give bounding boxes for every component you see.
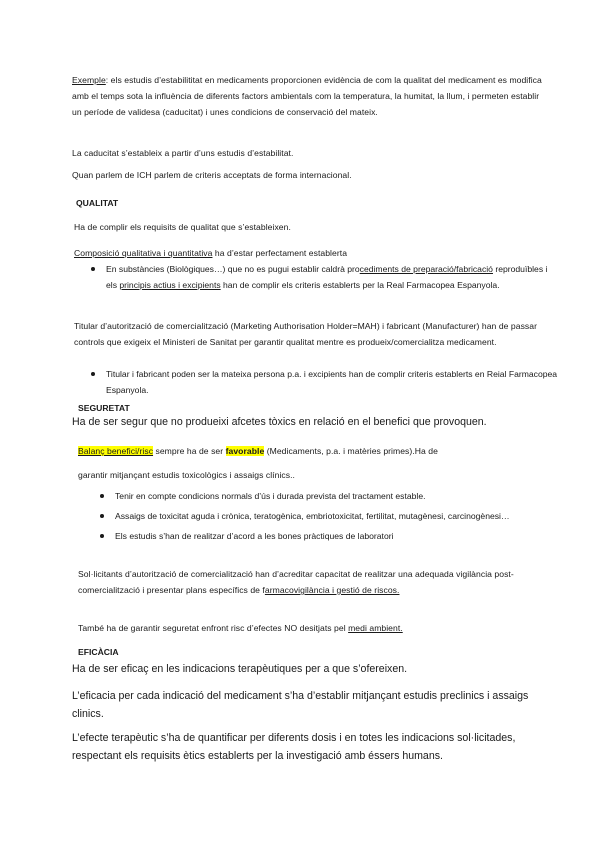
exemple-label: Exemple [72, 75, 106, 85]
list-item: Assaigs de toxicitat aguda i crònica, teratogènica, embriotoxicitat, fertilitat, mutagènesi, carcinogènesi… [115, 508, 559, 524]
eficacia-p3: L’efecte terapèutic s’ha de quantificar per diferents dosis i en totes les indicacions sol·licitades, respectant els requisits ètics establerts per la investigació amb éssers humans. [72, 732, 516, 762]
paragraph-balanc [78, 443, 548, 459]
seguretat-intro: Ha de ser segur que no produeixi afcetes tòxics en relació en el benefici que provoquen. [72, 416, 487, 428]
bullet1-underlined-b: cediments de preparació/fabricació [359, 264, 493, 274]
eficacia-p2: L’eficacia per cada indicació del medicament s’ha d’establir mitjançant estudis preclinics i assaigs clinics. [72, 690, 529, 720]
paragraph-ich: Quan parlem de ICH parlem de criteris acceptats de forma internacional. [72, 170, 352, 180]
heading-qualitat: QUALITAT [76, 198, 119, 208]
list-item [106, 261, 552, 293]
paragraph-titular: Titular d’autorització de comercialització (Marketing Authorisation Holder=MAH) i fabricant (Manufacturer) han de passar controls que exigeix el Ministeri de Sanitat per garantir qualitat mentre es produeix/comercialitza medicament. [74, 321, 538, 347]
tambe-underlined: medi ambient. [348, 623, 403, 633]
bullet1-underlined-d: principis actius i excipients [119, 280, 221, 290]
balanc-rest: (Medicaments, p.a. i matèries primes).Ha de [264, 446, 438, 456]
favorable-highlight: favorable [225, 446, 265, 456]
paragraph-caducitat: La caducitat s’estableix a partir d’uns estudis d’estabilitat. [72, 148, 294, 158]
heading-seguretat: SEGURETAT [78, 403, 130, 413]
heading-eficacia: EFICÀCIA [78, 647, 119, 657]
qualitat-bullet-list-1 [90, 261, 552, 297]
bullet1-text-a: En substàncies (Biològiques…) que no es pugui establir caldrà pro [106, 264, 360, 274]
balanc-highlight: Balanç benefici/risc [78, 446, 154, 456]
qualitat-intro: Ha de complir els requisits de qualitat que s’estableixen. [74, 222, 291, 232]
bullet1-text-c: reproduïbles i els [106, 264, 548, 290]
paragraph-composicio [74, 245, 546, 261]
list-item: Tenir en compte condicions normals d’ús i durada prevista del tractament estable. [115, 488, 559, 504]
paragraph-garantir: garantir mitjançant estudis toxicològics i assaigs clínics.. [78, 470, 295, 480]
paragraph-exemple [72, 72, 544, 120]
seguretat-bullet-list [99, 488, 559, 548]
bullet1-text-e: han de complir els criteris establerts per la Real Farmacopea Espanyola. [220, 280, 500, 290]
balanc-mid: sempre ha de ser [153, 446, 226, 456]
list-item: Els estudis s’han de realitzar d’acord a les bones pràctiques de laboratori [115, 528, 559, 544]
paragraph-tambe [78, 620, 550, 636]
exemple-text: : els estudis d’estabilititat en medicaments proporcionen evidència de com la qualitat del medicament es modifica amb el temps sota la influència de diferents factors ambientals com la temperatura, la humitat, la llum, i permeten establir un període de validesa (caducitat) i unes condicions de conservació del mateix. [72, 75, 542, 117]
composicio-underlined: Composició qualitativa i quantitativa [74, 248, 213, 258]
composicio-text: ha d’estar perfectament establerta [212, 248, 348, 258]
solicitants-text: Sol·licitants d’autorització de comercialització han d’acreditar capacitat de realitzar una adequada vigilància post-comercialització i presentar plans específics de f [78, 569, 514, 595]
qualitat-bullet-list-2 [90, 366, 558, 402]
tambe-text: També ha de garantir seguretat enfront risc d’efectes NO desitjats pel [78, 623, 349, 633]
solicitants-underlined: armacovigilància i gestió de riscos. [264, 585, 400, 595]
eficacia-p1: Ha de ser eficaç en les indicacions terapèutiques per a que s’ofereixen. [72, 663, 408, 675]
paragraph-solicitants [78, 566, 544, 598]
list-item: Titular i fabricant poden ser la mateixa persona p.a. i excipients han de complir criteris establerts en Reial Farmacopea Espanyola. [106, 366, 558, 398]
